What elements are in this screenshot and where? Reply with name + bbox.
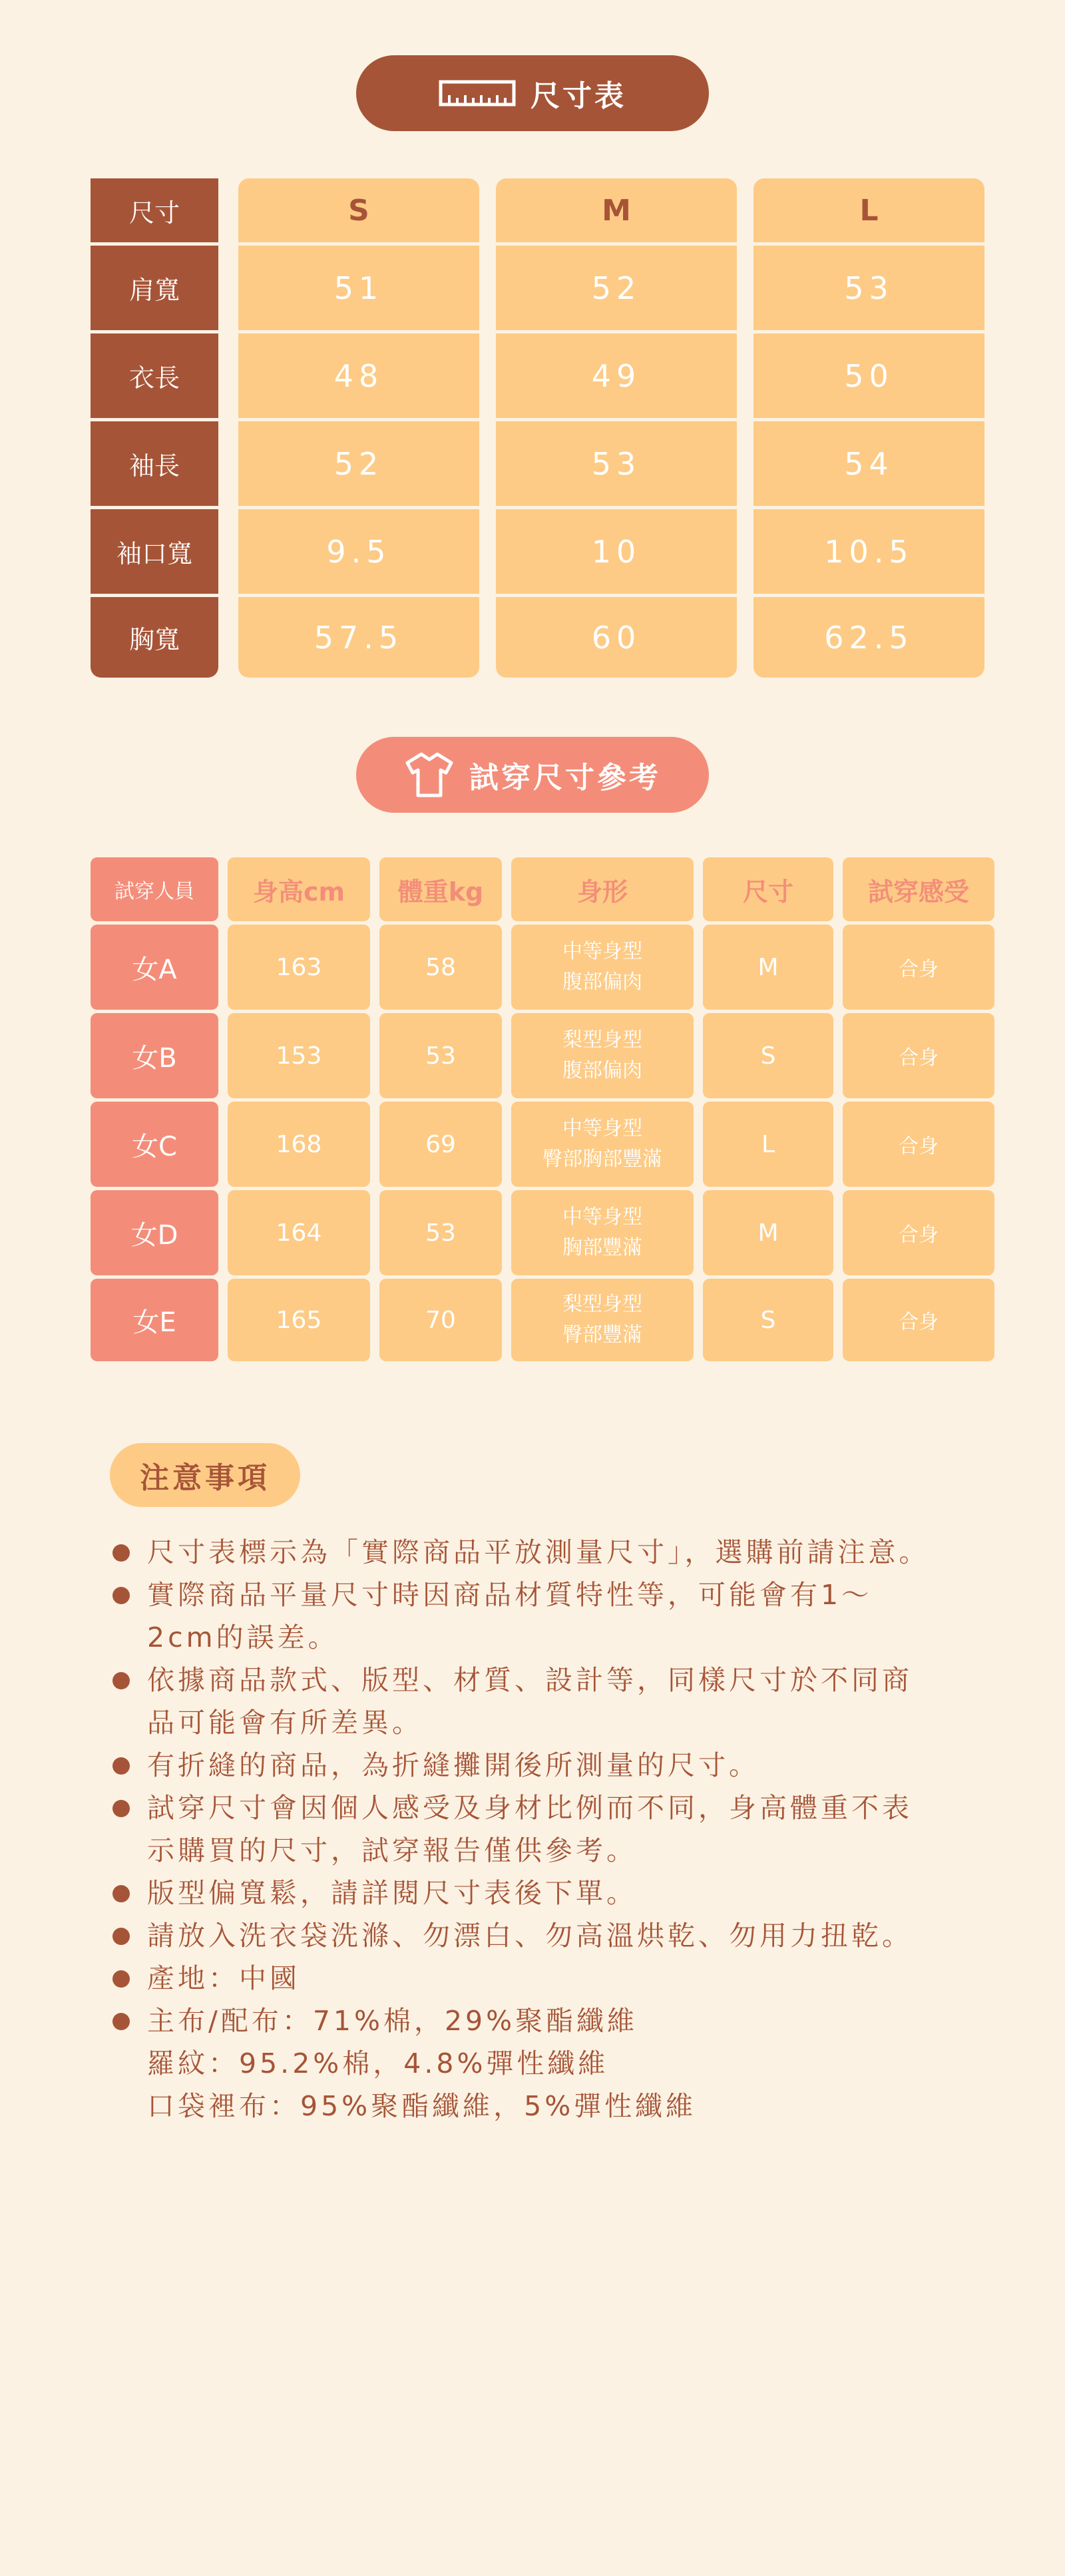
tester-shape: [511, 1013, 694, 1098]
note-line: 2cm的誤差。: [147, 1621, 339, 1653]
size-value: 54: [844, 445, 894, 482]
size-chart-title: 尺寸表: [531, 79, 626, 113]
tester-size: L: [703, 1102, 833, 1187]
note-item: [110, 1787, 995, 1872]
note-line: 產地：中國: [147, 1962, 300, 1994]
size-chart-title-pill: [356, 55, 709, 131]
tester-weight: 53: [379, 1013, 502, 1098]
tester-shape-type: 中等身型: [562, 1116, 642, 1140]
note-item: [110, 1531, 995, 1574]
size-value: 48: [333, 357, 384, 394]
tester-height: 153: [228, 1013, 370, 1098]
note-line: 尺寸表標示為「實際商品平放測量尺寸」，選購前請注意。: [147, 1536, 930, 1568]
try-header-feel: 試穿感受: [843, 857, 994, 921]
tester-weight: 70: [379, 1279, 502, 1361]
tester-shape-detail: 腹部偏肉: [562, 1059, 642, 1082]
size-row-label: 袖長: [128, 451, 180, 481]
tester-height: 164: [228, 1190, 370, 1275]
tester-shape-type: 梨型身型: [562, 1292, 642, 1316]
note-line: 口袋裡布：95%聚酯纖維，5%彈性纖維: [147, 2090, 697, 2122]
tester-shape: [511, 1279, 694, 1361]
tester-shape-detail: 臀部豐滿: [562, 1323, 642, 1347]
note-line: 主布/配布：71%棉，29%聚酯纖維: [147, 2005, 638, 2037]
tester-shape-type: 中等身型: [562, 1205, 642, 1229]
try-on-title: 試穿尺寸參考: [469, 761, 661, 795]
note-item: [110, 1659, 995, 1744]
tester-feel: 合身: [843, 1013, 994, 1098]
tester-height: 163: [228, 925, 370, 1010]
size-value: 53: [844, 270, 894, 306]
notes-title: 注意事項: [110, 1443, 300, 1507]
ruler-icon: [439, 78, 516, 108]
tester-size: S: [703, 1013, 833, 1098]
tester-shape-type: 中等身型: [562, 939, 642, 963]
note-line: 試穿尺寸會因個人感受及身材比例而不同，身高體重不表: [147, 1792, 913, 1824]
note-line: 示購買的尺寸，試穿報告僅供參考。: [147, 1834, 637, 1866]
note-line: 請放入洗衣袋洗滌、勿漂白、勿高溫烘乾、勿用力扭乾。: [147, 1920, 913, 1952]
tester-name: 女C: [91, 1102, 218, 1187]
tester-shape: [511, 1190, 694, 1275]
tester-feel: 合身: [843, 1190, 994, 1275]
size-row-label: 衣長: [128, 363, 180, 393]
size-header-s: S: [348, 193, 369, 228]
size-value: 9.5: [326, 533, 391, 570]
size-value: 52: [591, 270, 642, 306]
note-line: 版型偏寬鬆，請詳閱尺寸表後下單。: [147, 1877, 637, 1909]
tester-feel: 合身: [843, 1102, 994, 1187]
tester-name: 女E: [91, 1279, 218, 1361]
notes-list: [110, 1531, 995, 2127]
try-header-height: 身高cm: [228, 857, 370, 921]
tester-shape: [511, 925, 694, 1010]
tester-shape-type: 梨型身型: [562, 1028, 642, 1052]
note-line: 依據商品款式、版型、材質、設計等，同樣尺寸於不同商: [147, 1664, 913, 1696]
note-item: [110, 1914, 995, 1957]
note-line: 有折縫的商品，為折縫攤開後所測量的尺寸。: [147, 1749, 759, 1781]
size-value: 49: [591, 357, 642, 394]
size-value: 62.5: [824, 619, 914, 656]
tester-weight: 53: [379, 1190, 502, 1275]
try-on-title-pill: [356, 737, 709, 813]
try-header-shape: 身形: [511, 857, 694, 921]
size-value: 10: [591, 533, 642, 570]
note-item: [110, 1957, 995, 2000]
size-value: 52: [333, 445, 384, 482]
try-header-size: 尺寸: [703, 857, 833, 921]
size-value: 51: [333, 270, 384, 306]
tester-shape-detail: 胸部豐滿: [562, 1236, 642, 1259]
size-corner-label: 尺寸: [91, 178, 218, 242]
try-header-weight: 體重kg: [379, 857, 502, 921]
tester-size: S: [703, 1279, 833, 1361]
try-header-person: 試穿人員: [91, 857, 218, 921]
tshirt-icon: [404, 751, 455, 799]
size-value: 10.5: [824, 533, 914, 570]
tester-height: 165: [228, 1279, 370, 1361]
note-line: 品可能會有所差異。: [147, 1707, 423, 1739]
tester-name: 女A: [91, 925, 218, 1010]
size-header-m: M: [602, 193, 631, 228]
tester-name: 女B: [91, 1013, 218, 1098]
tester-shape: [511, 1102, 694, 1187]
tester-shape-detail: 臀部胸部豐滿: [542, 1148, 662, 1171]
tester-feel: 合身: [843, 925, 994, 1010]
size-value: 57.5: [314, 619, 404, 656]
size-value: 50: [844, 357, 894, 394]
size-row-label: 胸寬: [128, 625, 180, 654]
size-row-label: 肩寬: [128, 276, 180, 305]
tester-weight: 58: [379, 925, 502, 1010]
size-header-l: L: [859, 193, 879, 228]
note-item: [110, 2000, 995, 2127]
size-value: 53: [591, 445, 642, 482]
tester-size: M: [703, 925, 833, 1010]
note-item: [110, 1574, 995, 1659]
tester-feel: 合身: [843, 1279, 994, 1361]
size-value: 60: [591, 619, 642, 656]
size-row-label: 袖口寬: [116, 539, 192, 568]
tester-name: 女D: [91, 1190, 218, 1275]
note-item: [110, 1872, 995, 1914]
tester-size: M: [703, 1190, 833, 1275]
note-line: 實際商品平量尺寸時因商品材質特性等，可能會有1〜: [147, 1579, 873, 1611]
tester-weight: 69: [379, 1102, 502, 1187]
tester-shape-detail: 腹部偏肉: [562, 970, 642, 994]
note-line: 羅紋：95.2%棉，4.8%彈性纖維: [147, 2047, 609, 2079]
tester-height: 168: [228, 1102, 370, 1187]
note-item: [110, 1744, 995, 1787]
